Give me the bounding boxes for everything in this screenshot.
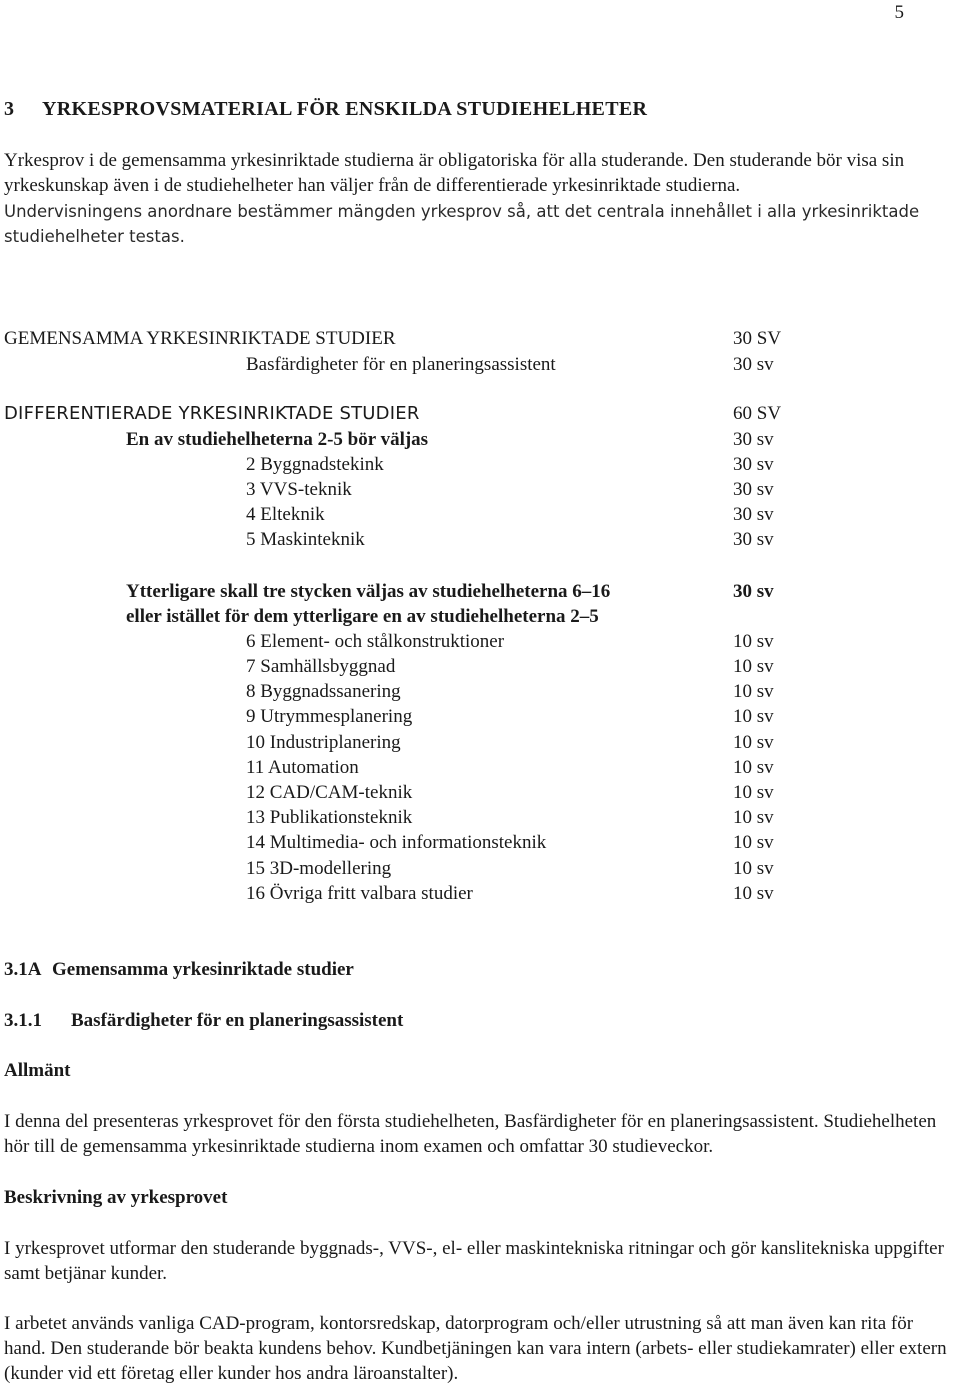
elective-sv: 10 sv <box>733 631 774 652</box>
elective-label: 16 Övriga fritt valbara studier <box>246 883 473 904</box>
chapter-number: 3 <box>4 98 15 120</box>
option-label: 3 VVS-teknik <box>246 479 352 500</box>
chapter-heading <box>4 97 647 122</box>
elective-label: 7 Samhällsbyggnad <box>246 656 396 677</box>
section-3-1-1-heading <box>4 1008 403 1033</box>
elective-sv: 10 sv <box>733 782 774 803</box>
description-paragraph-1: I yrkesprovet utformar den studerande byggnads-, VVS-, el- eller maskintekniska ritningar och gör kanslitekniska uppgifter samt betjänar kunder. <box>4 1238 944 1284</box>
intro-paragraph-1: Yrkesprov i de gemensamma yrkesinriktade studierna är obligatoriska för alla studerande. Den studerande bör visa sin yrkeskunskap även i de studiehelheter han väljer från de differentierade yrkesinriktade studierna. <box>4 150 905 196</box>
general-heading: Allmänt <box>4 1060 71 1081</box>
common-item-sv: 30 sv <box>733 354 774 375</box>
elective-sv: 10 sv <box>733 858 774 879</box>
option-label: 4 Elteknik <box>246 504 325 525</box>
choose-one-sv: 30 sv <box>733 429 774 450</box>
section-title: Gemensamma yrkesinriktade studier <box>52 959 354 980</box>
elective-label: 6 Element- och stålkonstruktioner <box>246 631 505 652</box>
differentiated-studies-total: 60 SV <box>733 403 782 424</box>
common-studies-total: 30 SV <box>733 328 782 349</box>
description-heading: Beskrivning av yrkesprovet <box>4 1187 228 1208</box>
elective-label: 12 CAD/CAM-teknik <box>246 782 413 803</box>
elective-label: 9 Utrymmesplanering <box>246 706 413 727</box>
elective-label: 10 Industriplanering <box>246 732 401 753</box>
elective-label: 11 Automation <box>246 757 359 778</box>
elective-sv: 10 sv <box>733 807 774 828</box>
elective-label: 13 Publikationsteknik <box>246 807 413 828</box>
elective-sv: 10 sv <box>733 732 774 753</box>
page-number: 5 <box>894 2 904 23</box>
chapter-title: YRKESPROVSMATERIAL FÖR ENSKILDA STUDIEHELHETER <box>42 98 648 120</box>
elective-sv: 10 sv <box>733 832 774 853</box>
common-studies-title: GEMENSAMMA YRKESINRIKTADE STUDIER <box>4 328 396 349</box>
elective-sv: 10 sv <box>733 883 774 904</box>
section-number: 3.1A <box>4 959 42 980</box>
elective-sv: 10 sv <box>733 706 774 727</box>
general-text: I denna del presenteras yrkesprovet för den första studiehelheten, Basfärdigheter för en planeringsassistent. Studiehelheten hör till de gemensamma yrkesinriktade studierna inom examen och omfattar 30 studieveckor. <box>4 1111 937 1157</box>
elective-label: 8 Byggnadssanering <box>246 681 401 702</box>
section-title: Basfärdigheter för en planeringsassistent <box>71 1010 404 1031</box>
option-label: 5 Maskinteknik <box>246 529 365 550</box>
additional-label-line-1: Ytterligare skall tre stycken väljas av studiehelheterna 6–16 <box>126 581 611 602</box>
additional-sv: 30 sv <box>733 581 774 602</box>
section-3-1a-heading <box>4 957 354 982</box>
elective-label: 15 3D-modellering <box>246 858 392 879</box>
choose-one-label: En av studiehelheterna 2-5 bör väljas <box>126 429 429 450</box>
intro-paragraph-2: Undervisningens anordnare bestämmer mängden yrkesprov så, att det centrala innehållet i alla yrkesinriktade studiehelheter testas. <box>4 202 920 246</box>
option-label: 2 Byggnadstekink <box>246 454 384 475</box>
section-number: 3.1.1 <box>4 1010 42 1031</box>
differentiated-studies-title: DIFFERENTIERADE YRKESINRIKTADE STUDIER <box>4 403 420 424</box>
additional-label-line-2: eller istället för dem ytterligare en av studiehelheterna 2–5 <box>126 606 599 627</box>
option-sv: 30 sv <box>733 504 774 525</box>
elective-label: 14 Multimedia- och informationsteknik <box>246 832 547 853</box>
elective-sv: 10 sv <box>733 656 774 677</box>
common-item-label: Basfärdigheter för en planeringsassistent <box>246 354 556 375</box>
elective-sv: 10 sv <box>733 681 774 702</box>
description-paragraph-2: I arbetet används vanliga CAD-program, kontorsredskap, datorprogram och/eller utrustning så att man även kan rita för hand. Den studerande bör beakta kundens behov. Kundbetjäningen kan vara intern (arbets- eller studiekamrater) eller extern (kunder vid ett företag eller kunder hos andra läroanstalter). <box>4 1313 947 1384</box>
option-sv: 30 sv <box>733 529 774 550</box>
option-sv: 30 sv <box>733 479 774 500</box>
option-sv: 30 sv <box>733 454 774 475</box>
elective-sv: 10 sv <box>733 757 774 778</box>
